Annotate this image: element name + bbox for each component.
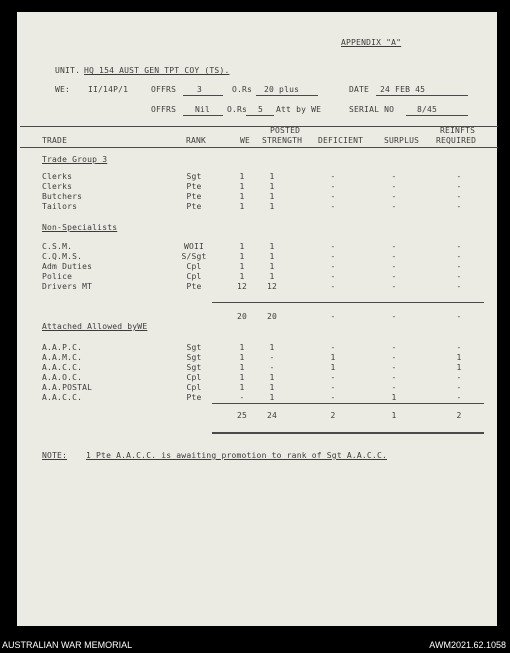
cell-trade: C.Q.M.S. <box>42 252 83 261</box>
cell-reinf: 1 <box>456 353 462 362</box>
cell-rank: Pte <box>186 202 202 211</box>
cell-we: 1 <box>239 373 245 382</box>
att-label: Att by WE <box>276 105 322 114</box>
group-title-trade-group-3: Trade Group 3 <box>42 155 108 164</box>
cell-deficient: 1 <box>330 363 336 372</box>
offrs2-label: OFFRS <box>151 105 177 114</box>
cell-deficient: - <box>330 202 336 211</box>
cell-surplus: - <box>391 242 397 251</box>
total-bottom-rule <box>212 432 484 434</box>
subtotal-rule <box>212 302 484 303</box>
header-surplus: SURPLUS <box>384 136 420 145</box>
cell-reinf: - <box>456 252 462 261</box>
cell-we: 1 <box>239 192 245 201</box>
note-text: 1 Pte A.A.C.C. is awaiting promotion to rank of Sgt A.A.C.C. <box>86 451 387 460</box>
cell-rank: Sgt <box>186 172 202 181</box>
cell-reinf: - <box>456 282 462 291</box>
header-reinfts: REINFTS <box>440 126 476 135</box>
offrs-value: 3 <box>197 85 203 94</box>
cell-trade: A.A.M.C. <box>42 353 83 362</box>
cell-we: 1 <box>239 363 245 372</box>
unit-value: HQ 154 AUST GEN TPT COY (TS). <box>84 66 230 75</box>
cell-we: 12 <box>236 282 248 291</box>
cell-we: 1 <box>239 252 245 261</box>
cell-reinf: - <box>456 202 462 211</box>
cell-deficient: - <box>330 282 336 291</box>
subtotal-deficient: - <box>330 312 336 321</box>
cell-trade: Tailors <box>42 202 78 211</box>
cell-reinf: - <box>456 343 462 352</box>
offrs-underline <box>183 95 223 96</box>
subtotal-reinf: - <box>456 312 462 321</box>
cell-we: 1 <box>239 242 245 251</box>
date-underline <box>376 95 468 96</box>
cell-surplus: - <box>391 192 397 201</box>
cell-trade: Butchers <box>42 192 83 201</box>
header-deficient: DEFICIENT <box>318 136 364 145</box>
header-rank: RANK <box>186 136 207 145</box>
cell-reinf: - <box>456 242 462 251</box>
cell-rank: Cpl <box>186 262 202 271</box>
cell-reinf: - <box>456 262 462 271</box>
cell-rank: WOII <box>183 242 205 251</box>
ors2-underline <box>246 115 274 116</box>
cell-surplus: - <box>391 272 397 281</box>
serial-value: 8/45 <box>417 105 438 114</box>
cell-trade: A.A.POSTAL <box>42 383 93 392</box>
cell-posted: - <box>269 353 275 362</box>
total-reinf: 2 <box>456 411 462 420</box>
cell-we: 1 <box>239 272 245 281</box>
cell-rank: Pte <box>186 192 202 201</box>
cell-we: 1 <box>239 182 245 191</box>
cell-posted: - <box>269 363 275 372</box>
cell-posted: 1 <box>269 383 275 392</box>
cell-rank: Pte <box>186 282 202 291</box>
cell-surplus: - <box>391 182 397 191</box>
cell-trade: C.S.M. <box>42 242 73 251</box>
cell-surplus: - <box>391 363 397 372</box>
cell-deficient: - <box>330 373 336 382</box>
cell-surplus: - <box>391 252 397 261</box>
offrs2-underline <box>183 115 223 116</box>
cell-trade: A.A.P.C. <box>42 343 83 352</box>
cell-we: 1 <box>239 202 245 211</box>
cell-posted: 12 <box>266 282 278 291</box>
cell-reinf: - <box>456 393 462 402</box>
header-trade: TRADE <box>42 136 68 145</box>
group-title-attached: Attached Allowed byWE <box>42 322 148 331</box>
ors2-value: 5 <box>258 105 264 114</box>
cell-rank: Sgt <box>186 343 202 352</box>
serial-label: SERIAL NO <box>349 105 395 114</box>
cell-surplus: 1 <box>391 393 397 402</box>
subtotal-posted: 20 <box>266 312 278 321</box>
cell-deficient: - <box>330 172 336 181</box>
cell-we: 1 <box>239 383 245 392</box>
cell-posted: 1 <box>269 262 275 271</box>
cell-surplus: - <box>391 262 397 271</box>
note-label: NOTE: <box>42 451 68 460</box>
subtotal-we: 20 <box>236 312 248 321</box>
footer-accession-number: AWM2021.62.1058 <box>429 640 506 650</box>
cell-trade: A.A.C.C. <box>42 363 83 372</box>
cell-reinf: - <box>456 172 462 181</box>
cell-we: 1 <box>239 172 245 181</box>
cell-we: 1 <box>239 262 245 271</box>
ors-underline <box>256 95 318 96</box>
header-posted: POSTED <box>270 126 301 135</box>
cell-reinf: 1 <box>456 363 462 372</box>
cell-surplus: - <box>391 353 397 362</box>
cell-deficient: - <box>330 272 336 281</box>
cell-trade: Clerks <box>42 182 73 191</box>
cell-posted: 1 <box>269 202 275 211</box>
header-bottom-rule <box>20 147 498 148</box>
header-top-rule <box>20 126 498 127</box>
appendix-title: APPENDIX "A" <box>341 38 402 47</box>
total-posted: 24 <box>266 411 278 420</box>
total-top-rule <box>212 403 484 404</box>
cell-surplus: - <box>391 383 397 392</box>
cell-posted: 1 <box>269 252 275 261</box>
cell-reinf: - <box>456 182 462 191</box>
cell-posted: 1 <box>269 272 275 281</box>
cell-trade: A.A.O.C. <box>42 373 83 382</box>
offrs2-value: Nil <box>195 105 211 114</box>
date-label: DATE <box>349 85 370 94</box>
header-strength: STRENGTH <box>262 136 303 145</box>
cell-trade: Clerks <box>42 172 73 181</box>
cell-posted: 1 <box>269 182 275 191</box>
cell-rank: Sgt <box>186 353 202 362</box>
cell-rank: Cpl <box>186 373 202 382</box>
cell-reinf: - <box>456 383 462 392</box>
ors2-label: O.Rs <box>227 105 248 114</box>
cell-rank: Pte <box>186 393 202 402</box>
cell-surplus: - <box>391 282 397 291</box>
total-deficient: 2 <box>330 411 336 420</box>
cell-posted: 1 <box>269 242 275 251</box>
cell-rank: Sgt <box>186 363 202 372</box>
cell-we: 1 <box>239 353 245 362</box>
cell-rank: Cpl <box>186 383 202 392</box>
cell-posted: 1 <box>269 172 275 181</box>
cell-posted: 1 <box>269 393 275 402</box>
unit-label: UNIT. <box>55 66 81 75</box>
cell-deficient: 1 <box>330 353 336 362</box>
footer-institution: AUSTRALIAN WAR MEMORIAL <box>2 640 133 650</box>
date-value: 24 FEB 45 <box>380 85 426 94</box>
total-surplus: 1 <box>391 411 397 420</box>
ors-label: O.Rs <box>232 85 253 94</box>
cell-rank: S/Sgt <box>181 252 207 261</box>
header-we: WE <box>240 136 251 145</box>
cell-rank: Cpl <box>186 272 202 281</box>
cell-deficient: - <box>330 262 336 271</box>
cell-trade: A.A.C.C. <box>42 393 83 402</box>
cell-deficient: - <box>330 252 336 261</box>
cell-deficient: - <box>330 192 336 201</box>
cell-trade: Drivers MT <box>42 282 93 291</box>
cell-rank: Pte <box>186 182 202 191</box>
cell-reinf: - <box>456 192 462 201</box>
offrs-label: OFFRS <box>151 85 177 94</box>
cell-surplus: - <box>391 343 397 352</box>
ors-value: 20 plus <box>264 85 300 94</box>
cell-surplus: - <box>391 202 397 211</box>
cell-surplus: - <box>391 172 397 181</box>
cell-deficient: - <box>330 182 336 191</box>
cell-deficient: - <box>330 383 336 392</box>
subtotal-surplus: - <box>391 312 397 321</box>
cell-we: - <box>239 393 245 402</box>
cell-deficient: - <box>330 343 336 352</box>
we-value: II/14P/1 <box>88 85 129 94</box>
cell-deficient: - <box>330 242 336 251</box>
cell-reinf: - <box>456 373 462 382</box>
cell-surplus: - <box>391 373 397 382</box>
total-we: 25 <box>236 411 248 420</box>
header-required: REQUIRED <box>436 136 477 145</box>
cell-we: 1 <box>239 343 245 352</box>
cell-trade: Police <box>42 272 73 281</box>
group-title-non-specialists: Non-Specialists <box>42 223 118 232</box>
we-label: WE: <box>55 85 71 94</box>
cell-posted: 1 <box>269 343 275 352</box>
cell-reinf: - <box>456 272 462 281</box>
cell-trade: Adm Duties <box>42 262 93 271</box>
cell-posted: 1 <box>269 192 275 201</box>
serial-underline <box>406 115 468 116</box>
cell-deficient: - <box>330 393 336 402</box>
cell-posted: 1 <box>269 373 275 382</box>
